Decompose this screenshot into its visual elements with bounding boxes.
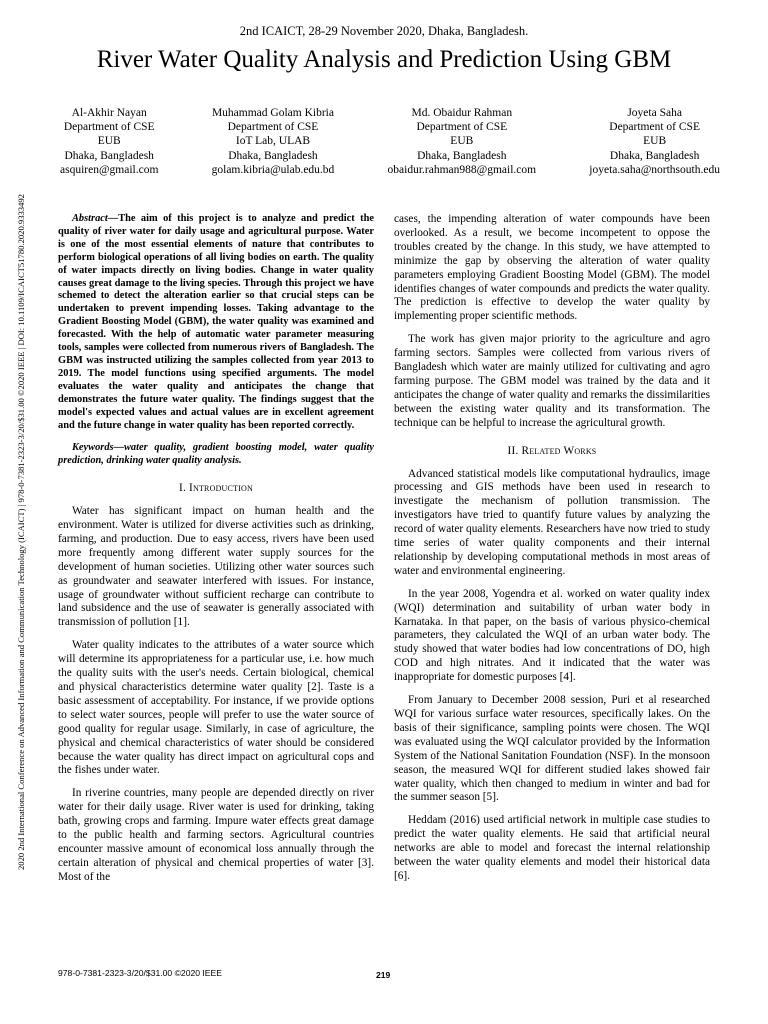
paragraph: In riverine countries, many people are depended directly on river water for their daily usage. River water is used for drinking, taking bath, growing crops and farming. Impure water effects great damage to the public health and farming sectors. Agricultural countries encounter massive amount of economical loss annually through the certain alteration of physical and chemical properties of water [3]. Most of the	[58, 787, 374, 883]
author-4	[589, 106, 720, 177]
author-location: Dhaka, Bangladesh	[417, 149, 507, 162]
author-dept: Department of CSE	[416, 121, 508, 134]
author-org: EUB	[97, 135, 121, 148]
paragraph: The work has given major priority to the agriculture and agro farming sectors. Samples were collected from various rivers of Bangladesh which water are mainly utilized for cultivating and agro farming purpose. The GBM model was trained by the data and it anticipates the change of water quality and remarks the dissimilarities between the existing water quality and its transformation. The technique can be helpful to increase the agricultural growth.	[394, 333, 710, 429]
author-name: Al-Akhir Nayan	[71, 107, 147, 119]
footer-copyright: 978-0-7381-2323-3/20/$31.00 ©2020 IEEE	[58, 968, 223, 978]
author-email: obaidur.rahman988@gmail.com	[387, 163, 537, 176]
author-dept: Department of CSE	[227, 121, 319, 134]
paragraph: Heddam (2016) used artificial network in multiple case studies to predict the water quality elements. He said that artificial neural networks are able to model and forecast the internal relationship between the water quality elements and model their historical data [6].	[394, 814, 710, 882]
author-email: joyeta.saha@northsouth.edu	[589, 163, 720, 176]
author-dept: Department of CSE	[609, 121, 700, 134]
author-name: Joyeta Saha	[627, 107, 682, 119]
section-heading-related-works: II. Related Works	[507, 444, 597, 457]
author-name: Muhammad Golam Kibria	[211, 107, 334, 119]
section-heading-introduction: I. Introduction	[179, 482, 253, 495]
paragraph: cases, the impending alteration of water compounds have been overlooked. As a result, we become incompetent to oppose the troubles created by the change. In this study, we have attempted to minimize the gap by observing the alteration of water quality parameters employing Gradient Boosting Model (GBM). The model identifies changes of water compounds and predicts the water quality. The prediction is effective to develop the water quality by implementing proper scientific methods.	[394, 213, 710, 323]
author-name: Md. Obaidur Rahman	[411, 107, 513, 119]
author-org: IoT Lab, ULAB	[235, 135, 311, 148]
author-org: EUB	[450, 135, 474, 148]
author-dept: Department of CSE	[63, 121, 155, 134]
paragraph: Water quality indicates to the attributes of a water source which will determine its appropriateness for a particular use, i.e. how much the quality suits with the user's needs. Certain biological, chemical and physical characteristics determine water quality [2]. Taste is a basic assessment of acceptability. For instance, if we provide options to select water sources, people will prefer to use the water source of good quality for regular usage. Similarly, in case of agriculture, the physical and chemical characteristics of water should be considered because the water quality has direct impact on agricultural cops and the fishes under water.	[58, 639, 374, 777]
author-location: Dhaka, Bangladesh	[64, 149, 154, 162]
author-email: golam.kibria@ulab.edu.bd	[211, 163, 335, 176]
left-column	[58, 213, 374, 894]
author-location: Dhaka, Bangladesh	[228, 149, 318, 162]
paragraph: From January to December 2008 session, Puri et al researched WQI for various surface water resources, specifically lakes. On the basis of their significance, sampling points were chosen. The WQI was evaluated using the WQI calculator provided by the Information System of the National Sanitation Foundation (NSF). In the monsoon season, the measured WQI for different studied lakes showed fair water quality, which then changed to medium in winter and bad for the summer season [5].	[394, 694, 710, 804]
abstract	[58, 213, 374, 432]
page-number: 219	[376, 970, 391, 980]
author-org: EUB	[643, 135, 667, 148]
author-3	[388, 106, 537, 177]
ieee-sidebar-citation: 2020 2nd International Conference on Advanced Information and Communication Technology (ICAICT) | 978-0-7381-2323-3/20/$31.00 ©2020 IEEE | DOI: 10.1109/ICAICT51780.2020.9333492	[16, 194, 26, 870]
paper-title: River Water Quality Analysis and Prediction Using GBM	[96, 46, 672, 73]
conference-header: 2nd ICAICT, 28-29 November 2020, Dhaka, Bangladesh.	[239, 24, 529, 38]
abstract-text: The aim of this project is to analyze and predict the quality of river water for daily usage and agricultural purpose. Water is one of the most essential elements of nature that contributes to perform biological operations of all living bodies on earth. The quality of water impacts directly on living bodies. Change in water quality causes great damage to the living species. Through this project we have schemed to detect the alteration earlier so that crucial steps can be undertaken to prevent impending losses. Taking advantage to the Gradient Boosting Model (GBM), the water quality was examined and forecasted. With the help of automatic water parameter measuring tools, samples were collected from numerous rivers of Bangladesh. The GBM was instructed utilizing the samples collected from year 2013 to 2019. The model functions using specified arguments. The model evaluates the water quality and anticipates the change that demonstrates the future water quality. The findings suggest that the model's expected values and actual values are in excellent agreement and the future change in water quality has been reported correctly.	[58, 213, 374, 431]
keywords: Keywords—water quality, gradient boosting model, water quality prediction, drinking water quality analysis.	[58, 442, 374, 467]
author-email: asquiren@gmail.com	[60, 163, 159, 176]
abstract-lead: Abstract—	[72, 213, 119, 224]
paragraph: Water has significant impact on human health and the environment. Water is utilized for diverse activities such as drinking, farming, and production. Due to easy access, rivers have been used more frequently among different water supply sources for the development of human societies. Utilizing other water sources such as groundwater and seawater interfered with issues. For instance, usage of groundwater without sufficient recharge can contribute to land subsidence and the use of seawater is generally associated with transmission of pollution [1].	[58, 505, 374, 629]
author-1	[60, 106, 158, 177]
paragraph: In the year 2008, Yogendra et al. worked on water quality index (WQI) determination and suitability of urban water body in Karnataka. In that paper, on the basis of various physico-chemical parameters, they calculated the WQI of an urban water body. The study showed that water bodies had low concentrations of DO, high COD and high nitrates. And it indicated that the water was inappropriate for domestic purposes [4].	[394, 587, 710, 684]
author-location: Dhaka, Bangladesh	[609, 149, 700, 162]
author-block	[60, 106, 720, 177]
author-2	[212, 106, 335, 177]
paragraph: Advanced statistical models like computational hydraulics, image processing and GIS methods have been used in research to investigate the mechanism of pollution transmission. The investigators have tried to quantify future values by analyzing the record of water quality elements. Researchers have now tried to study time series of water quality components and their internal relationship by developing computational methods in most areas of water and environmental engineering.	[394, 467, 710, 577]
right-column	[394, 213, 710, 893]
